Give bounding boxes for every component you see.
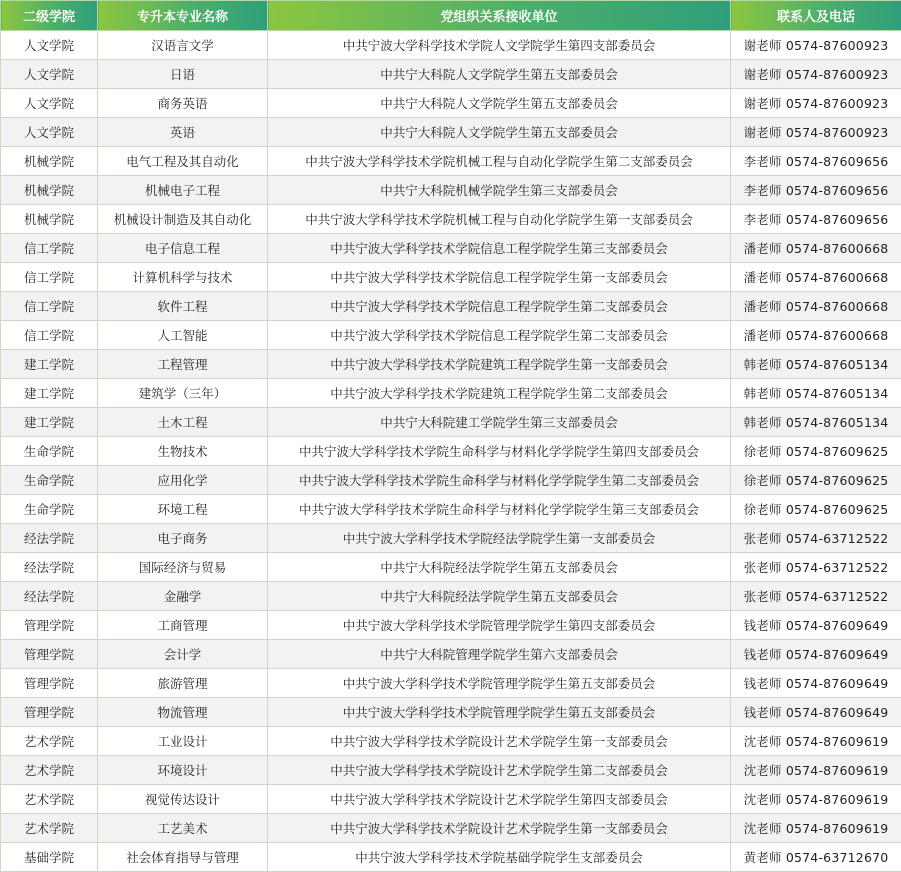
cell-receiving-unit: 中共宁波大学科学技术学院机械工程与自动化学院学生第一支部委员会	[268, 205, 731, 234]
cell-major: 土木工程	[98, 408, 268, 437]
cell-college: 建工学院	[1, 379, 98, 408]
cell-major: 工商管理	[98, 611, 268, 640]
cell-college: 人文学院	[1, 31, 98, 60]
cell-receiving-unit: 中共宁大科院人文学院学生第五支部委员会	[268, 89, 731, 118]
cell-college: 经法学院	[1, 582, 98, 611]
cell-receiving-unit: 中共宁波大学科学技术学院设计艺术学院学生第一支部委员会	[268, 814, 731, 843]
cell-college: 信工学院	[1, 321, 98, 350]
cell-college: 生命学院	[1, 437, 98, 466]
cell-receiving-unit: 中共宁波大学科学技术学院建筑工程学院学生第一支部委员会	[268, 350, 731, 379]
cell-major: 电气工程及其自动化	[98, 147, 268, 176]
cell-contact: 沈老师 0574-87609619	[731, 727, 901, 756]
cell-major: 应用化学	[98, 466, 268, 495]
cell-contact: 韩老师 0574-87605134	[731, 350, 901, 379]
cell-contact: 谢老师 0574-87600923	[731, 118, 901, 147]
cell-contact: 韩老师 0574-87605134	[731, 379, 901, 408]
cell-college: 管理学院	[1, 640, 98, 669]
cell-college: 生命学院	[1, 466, 98, 495]
cell-contact: 潘老师 0574-87600668	[731, 263, 901, 292]
cell-contact: 李老师 0574-87609656	[731, 205, 901, 234]
cell-college: 建工学院	[1, 350, 98, 379]
cell-college: 管理学院	[1, 698, 98, 727]
cell-receiving-unit: 中共宁波大学科学技术学院基础学院学生支部委员会	[268, 843, 731, 872]
cell-contact: 钱老师 0574-87609649	[731, 640, 901, 669]
table-row	[1, 785, 901, 814]
cell-receiving-unit: 中共宁波大学科学技术学院设计艺术学院学生第一支部委员会	[268, 727, 731, 756]
cell-contact: 钱老师 0574-87609649	[731, 669, 901, 698]
cell-major: 社会体育指导与管理	[98, 843, 268, 872]
cell-major: 工程管理	[98, 350, 268, 379]
cell-major: 工艺美术	[98, 814, 268, 843]
cell-contact: 李老师 0574-87609656	[731, 176, 901, 205]
cell-college: 机械学院	[1, 147, 98, 176]
table-row	[1, 495, 901, 524]
cell-major: 商务英语	[98, 89, 268, 118]
cell-receiving-unit: 中共宁波大学科学技术学院管理学院学生第五支部委员会	[268, 669, 731, 698]
table-row	[1, 814, 901, 843]
cell-receiving-unit: 中共宁波大学科学技术学院经法学院学生第一支部委员会	[268, 524, 731, 553]
cell-major: 金融学	[98, 582, 268, 611]
cell-college: 管理学院	[1, 669, 98, 698]
cell-receiving-unit: 中共宁大科院机械学院学生第三支部委员会	[268, 176, 731, 205]
cell-contact: 潘老师 0574-87600668	[731, 292, 901, 321]
table-row	[1, 379, 901, 408]
cell-major: 生物技术	[98, 437, 268, 466]
cell-major: 环境设计	[98, 756, 268, 785]
table-row	[1, 843, 901, 872]
cell-major: 汉语言文学	[98, 31, 268, 60]
cell-contact: 张老师 0574-63712522	[731, 524, 901, 553]
cell-receiving-unit: 中共宁波大学科学技术学院人文学院学生第四支部委员会	[268, 31, 731, 60]
table-row	[1, 466, 901, 495]
cell-receiving-unit: 中共宁波大学科学技术学院生命科学与材料化学学院学生第四支部委员会	[268, 437, 731, 466]
table-row	[1, 321, 901, 350]
cell-college: 基础学院	[1, 843, 98, 872]
cell-major: 会计学	[98, 640, 268, 669]
table-row	[1, 205, 901, 234]
cell-receiving-unit: 中共宁波大学科学技术学院信息工程学院学生第二支部委员会	[268, 321, 731, 350]
cell-contact: 潘老师 0574-87600668	[731, 234, 901, 263]
header-receiving-unit: 党组织关系接收单位	[268, 1, 731, 31]
cell-receiving-unit: 中共宁大科院经法学院学生第五支部委员会	[268, 553, 731, 582]
cell-receiving-unit: 中共宁波大学科学技术学院生命科学与材料化学学院学生第二支部委员会	[268, 466, 731, 495]
table-row	[1, 727, 901, 756]
table-row	[1, 263, 901, 292]
cell-college: 人文学院	[1, 118, 98, 147]
cell-college: 管理学院	[1, 611, 98, 640]
cell-contact: 沈老师 0574-87609619	[731, 814, 901, 843]
cell-college: 艺术学院	[1, 756, 98, 785]
table-row	[1, 698, 901, 727]
cell-college: 经法学院	[1, 524, 98, 553]
table-row	[1, 234, 901, 263]
cell-major: 工业设计	[98, 727, 268, 756]
cell-college: 艺术学院	[1, 785, 98, 814]
cell-contact: 谢老师 0574-87600923	[731, 89, 901, 118]
cell-receiving-unit: 中共宁波大学科学技术学院建筑工程学院学生第二支部委员会	[268, 379, 731, 408]
cell-receiving-unit: 中共宁波大学科学技术学院信息工程学院学生第一支部委员会	[268, 263, 731, 292]
cell-contact: 沈老师 0574-87609619	[731, 785, 901, 814]
cell-contact: 钱老师 0574-87609649	[731, 611, 901, 640]
cell-major: 人工智能	[98, 321, 268, 350]
cell-receiving-unit: 中共宁大科院建工学院学生第三支部委员会	[268, 408, 731, 437]
header-major: 专升本专业名称	[98, 1, 268, 31]
table-row	[1, 350, 901, 379]
table-row	[1, 640, 901, 669]
cell-contact: 徐老师 0574-87609625	[731, 437, 901, 466]
cell-major: 机械电子工程	[98, 176, 268, 205]
cell-receiving-unit: 中共宁波大学科学技术学院生命科学与材料化学学院学生第三支部委员会	[268, 495, 731, 524]
cell-major: 旅游管理	[98, 669, 268, 698]
cell-receiving-unit: 中共宁波大学科学技术学院信息工程学院学生第二支部委员会	[268, 292, 731, 321]
cell-receiving-unit: 中共宁波大学科学技术学院管理学院学生第四支部委员会	[268, 611, 731, 640]
cell-major: 视觉传达设计	[98, 785, 268, 814]
cell-college: 经法学院	[1, 553, 98, 582]
cell-college: 信工学院	[1, 234, 98, 263]
cell-major: 建筑学（三年）	[98, 379, 268, 408]
cell-major: 计算机科学与技术	[98, 263, 268, 292]
cell-receiving-unit: 中共宁大科院人文学院学生第五支部委员会	[268, 60, 731, 89]
table-row	[1, 669, 901, 698]
cell-receiving-unit: 中共宁波大学科学技术学院信息工程学院学生第三支部委员会	[268, 234, 731, 263]
table-row	[1, 408, 901, 437]
cell-college: 建工学院	[1, 408, 98, 437]
cell-major: 英语	[98, 118, 268, 147]
cell-contact: 徐老师 0574-87609625	[731, 495, 901, 524]
cell-contact: 潘老师 0574-87600668	[731, 321, 901, 350]
table-row	[1, 176, 901, 205]
table-row	[1, 292, 901, 321]
cell-contact: 沈老师 0574-87609619	[731, 756, 901, 785]
cell-college: 机械学院	[1, 176, 98, 205]
table-row	[1, 31, 901, 60]
header-college: 二级学院	[1, 1, 98, 31]
table-row	[1, 524, 901, 553]
table-row	[1, 89, 901, 118]
cell-contact: 徐老师 0574-87609625	[731, 466, 901, 495]
cell-college: 机械学院	[1, 205, 98, 234]
cell-major: 电子商务	[98, 524, 268, 553]
table-row	[1, 147, 901, 176]
cell-major: 软件工程	[98, 292, 268, 321]
cell-receiving-unit: 中共宁波大学科学技术学院设计艺术学院学生第二支部委员会	[268, 756, 731, 785]
cell-receiving-unit: 中共宁大科院管理学院学生第六支部委员会	[268, 640, 731, 669]
cell-major: 国际经济与贸易	[98, 553, 268, 582]
cell-receiving-unit: 中共宁波大学科学技术学院机械工程与自动化学院学生第二支部委员会	[268, 147, 731, 176]
cell-college: 艺术学院	[1, 814, 98, 843]
cell-contact: 谢老师 0574-87600923	[731, 60, 901, 89]
cell-contact: 李老师 0574-87609656	[731, 147, 901, 176]
cell-major: 电子信息工程	[98, 234, 268, 263]
cell-major: 物流管理	[98, 698, 268, 727]
table-row	[1, 437, 901, 466]
cell-major: 日语	[98, 60, 268, 89]
cell-major: 环境工程	[98, 495, 268, 524]
cell-receiving-unit: 中共宁大科院经法学院学生第五支部委员会	[268, 582, 731, 611]
table-header-row	[1, 1, 901, 31]
table-row	[1, 756, 901, 785]
header-contact: 联系人及电话	[731, 1, 901, 31]
cell-college: 信工学院	[1, 263, 98, 292]
cell-contact: 张老师 0574-63712522	[731, 553, 901, 582]
cell-contact: 张老师 0574-63712522	[731, 582, 901, 611]
table-row	[1, 611, 901, 640]
cell-contact: 钱老师 0574-87609649	[731, 698, 901, 727]
cell-major: 机械设计制造及其自动化	[98, 205, 268, 234]
cell-college: 艺术学院	[1, 727, 98, 756]
cell-receiving-unit: 中共宁波大学科学技术学院设计艺术学院学生第四支部委员会	[268, 785, 731, 814]
table-row	[1, 118, 901, 147]
cell-receiving-unit: 中共宁大科院人文学院学生第五支部委员会	[268, 118, 731, 147]
table-row	[1, 582, 901, 611]
cell-college: 信工学院	[1, 292, 98, 321]
cell-receiving-unit: 中共宁波大学科学技术学院管理学院学生第五支部委员会	[268, 698, 731, 727]
table-row	[1, 60, 901, 89]
cell-contact: 韩老师 0574-87605134	[731, 408, 901, 437]
table-row	[1, 553, 901, 582]
cell-college: 生命学院	[1, 495, 98, 524]
cell-contact: 谢老师 0574-87600923	[731, 31, 901, 60]
cell-college: 人文学院	[1, 60, 98, 89]
cell-contact: 黄老师 0574-63712670	[731, 843, 901, 872]
cell-college: 人文学院	[1, 89, 98, 118]
